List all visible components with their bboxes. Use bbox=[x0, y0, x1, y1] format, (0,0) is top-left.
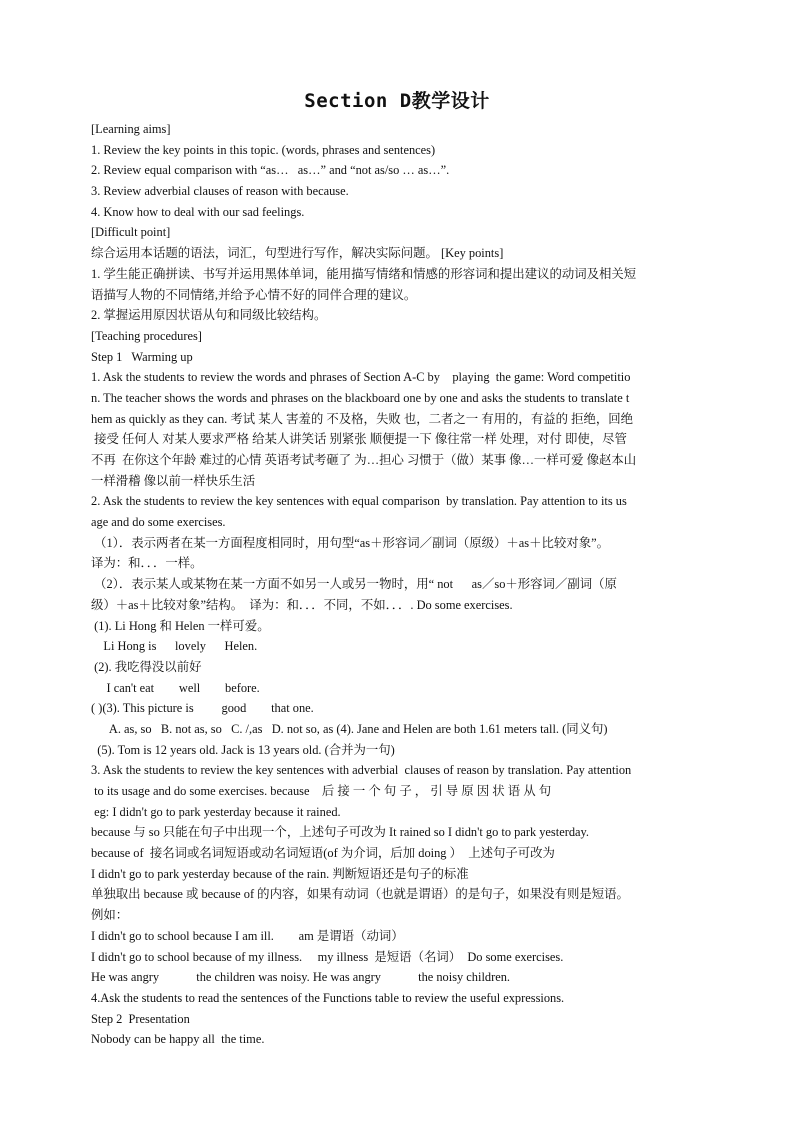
text-line: 语描写人物的不同情绪,并给予心情不好的同伴合理的建议。 bbox=[91, 287, 417, 302]
text-line: 4.Ask the students to read the sentences of the Functions table to review the useful expressions. bbox=[91, 990, 565, 1005]
text-line: 1. 学生能正确拼读、书写并运用黑体单词，能用描写情绪和情感的形容词和提出建议的动词及相关短 bbox=[91, 266, 637, 281]
text-line: n. The teacher shows the words and phrases on the blackboard one by one and asks the students to translate t bbox=[91, 390, 630, 405]
text-line: because of 接名词或名词短语或动名词短语(of 为介词，后加 doing ） 上述句子可改为 bbox=[91, 846, 555, 861]
exercise-line: (1). Li Hong 和 Helen 一样可爱。 bbox=[91, 618, 270, 633]
step-heading: Step 1 Warming up bbox=[91, 349, 193, 364]
text-line: 例如： bbox=[91, 908, 129, 923]
exercise-line: A. as, so B. not as, so C. /,as D. not so, as (4). Jane and Helen are both 1.61 meters tall. (同义句) bbox=[91, 721, 608, 736]
text-line: 1. Ask the students to review the words and phrases of Section A-C by playing the game: Word competitio bbox=[91, 370, 631, 385]
text-line: 3. Review adverbial clauses of reason with because. bbox=[91, 184, 349, 199]
exercise-line: (5). Tom is 12 years old. Jack is 13 years old. (合并为一句) bbox=[91, 742, 395, 757]
text-line: （2）．表示某人或某物在某一方面不如另一人或另一物时，用“ not as／so＋形容词／副词（原 bbox=[91, 577, 617, 592]
text-line: 2. Review equal comparison with “as… as…” and “not as/so … as…”. bbox=[91, 163, 450, 178]
document-body bbox=[91, 119, 705, 1050]
exercise-line: (2). 我吃得没以前好 bbox=[91, 659, 202, 674]
text-line: eg: I didn't go to park yesterday because it rained. bbox=[91, 804, 341, 819]
text-line: 3. Ask the students to review the key sentences with adverbial clauses of reason by translation. Pay attention bbox=[91, 763, 632, 778]
text-line: hem as quickly as they can. 考试 某人 害羞的 不及格，失败 也，二者之一 有用的，有益的 拒绝，回绝 bbox=[91, 411, 634, 426]
text-line: 级）＋as＋比较对象”结构。 译为：和．．．不同，不如．．．. Do some exercises. bbox=[91, 597, 513, 612]
exercise-line: I can't eat well before. bbox=[91, 680, 260, 695]
text-line: age and do some exercises. bbox=[91, 515, 226, 530]
exercise-line: ( )(3). This picture is good that one. bbox=[91, 701, 314, 716]
text-line: I didn't go to park yesterday because of the rain. 判断短语还是句子的标准 bbox=[91, 866, 469, 881]
section-heading-difficult-point: [Difficult point] bbox=[91, 225, 171, 240]
text-line: 综合运用本话题的语法，词汇，句型进行写作，解决实际问题。 [Key points] bbox=[91, 246, 504, 261]
step-heading: Step 2 Presentation bbox=[91, 1011, 190, 1026]
section-heading-learning-aims: [Learning aims] bbox=[91, 122, 171, 136]
text-line: 接受 任何人 对某人要求严格 给某人讲笑话 别紧张 顺便提一下 像往常一样 处理，对付 即使，尽管 bbox=[91, 432, 627, 447]
text-line: 一样滑稽 像以前一样快乐生活 bbox=[91, 473, 256, 488]
exercise-line: He was angry the children was noisy. He was angry the noisy children. bbox=[91, 970, 511, 985]
text-line: 单独取出 because 或 because of 的内容，如果有动词（也就是谓语）的是句子，如果没有则是短语。 bbox=[91, 887, 629, 902]
text-line: to its usage and do some exercises. because 后 接 一 个 句 子 ， 引 导 原 因 状 语 从 句 bbox=[91, 784, 552, 798]
text-line: I didn't go to school because I am ill. am 是谓语（动词） bbox=[91, 928, 404, 943]
page-title: Section D教学设计 bbox=[304, 90, 490, 112]
section-heading-teaching-procedures: [Teaching procedures] bbox=[91, 328, 202, 343]
text-line: 2. 掌握运用原因状语从句和同级比较结构。 bbox=[91, 308, 327, 323]
text-line: 不再 在你这个年龄 难过的心情 英语考试考砸了 为…担心 习惯于（做）某事 像…一样可爱 像赵本山 bbox=[91, 453, 637, 467]
text-line: Nobody can be happy all the time. bbox=[91, 1032, 265, 1047]
text-line: 1. Review the key points in this topic. (words, phrases and sentences) bbox=[91, 142, 436, 157]
text-line: 译为：和．．．一样。 bbox=[91, 556, 203, 571]
text-line: because 与 so 只能在句子中出现一个，上述句子可改为 It rained so I didn't go to park yesterday. bbox=[91, 825, 590, 840]
text-line: 2. Ask the students to review the key sentences with equal comparison by translation. Pay attention to its us bbox=[91, 494, 627, 509]
exercise-line: Li Hong is lovely Helen. bbox=[91, 639, 258, 654]
text-line: I didn't go to school because of my illness. my illness 是短语（名词） Do some exercises. bbox=[91, 949, 564, 964]
text-line: 4. Know how to deal with our sad feelings. bbox=[91, 204, 305, 219]
text-line: （1）．表示两者在某一方面程度相同时，用句型“as＋形容词／副词（原级）＋as＋比较对象”。 bbox=[91, 535, 609, 550]
